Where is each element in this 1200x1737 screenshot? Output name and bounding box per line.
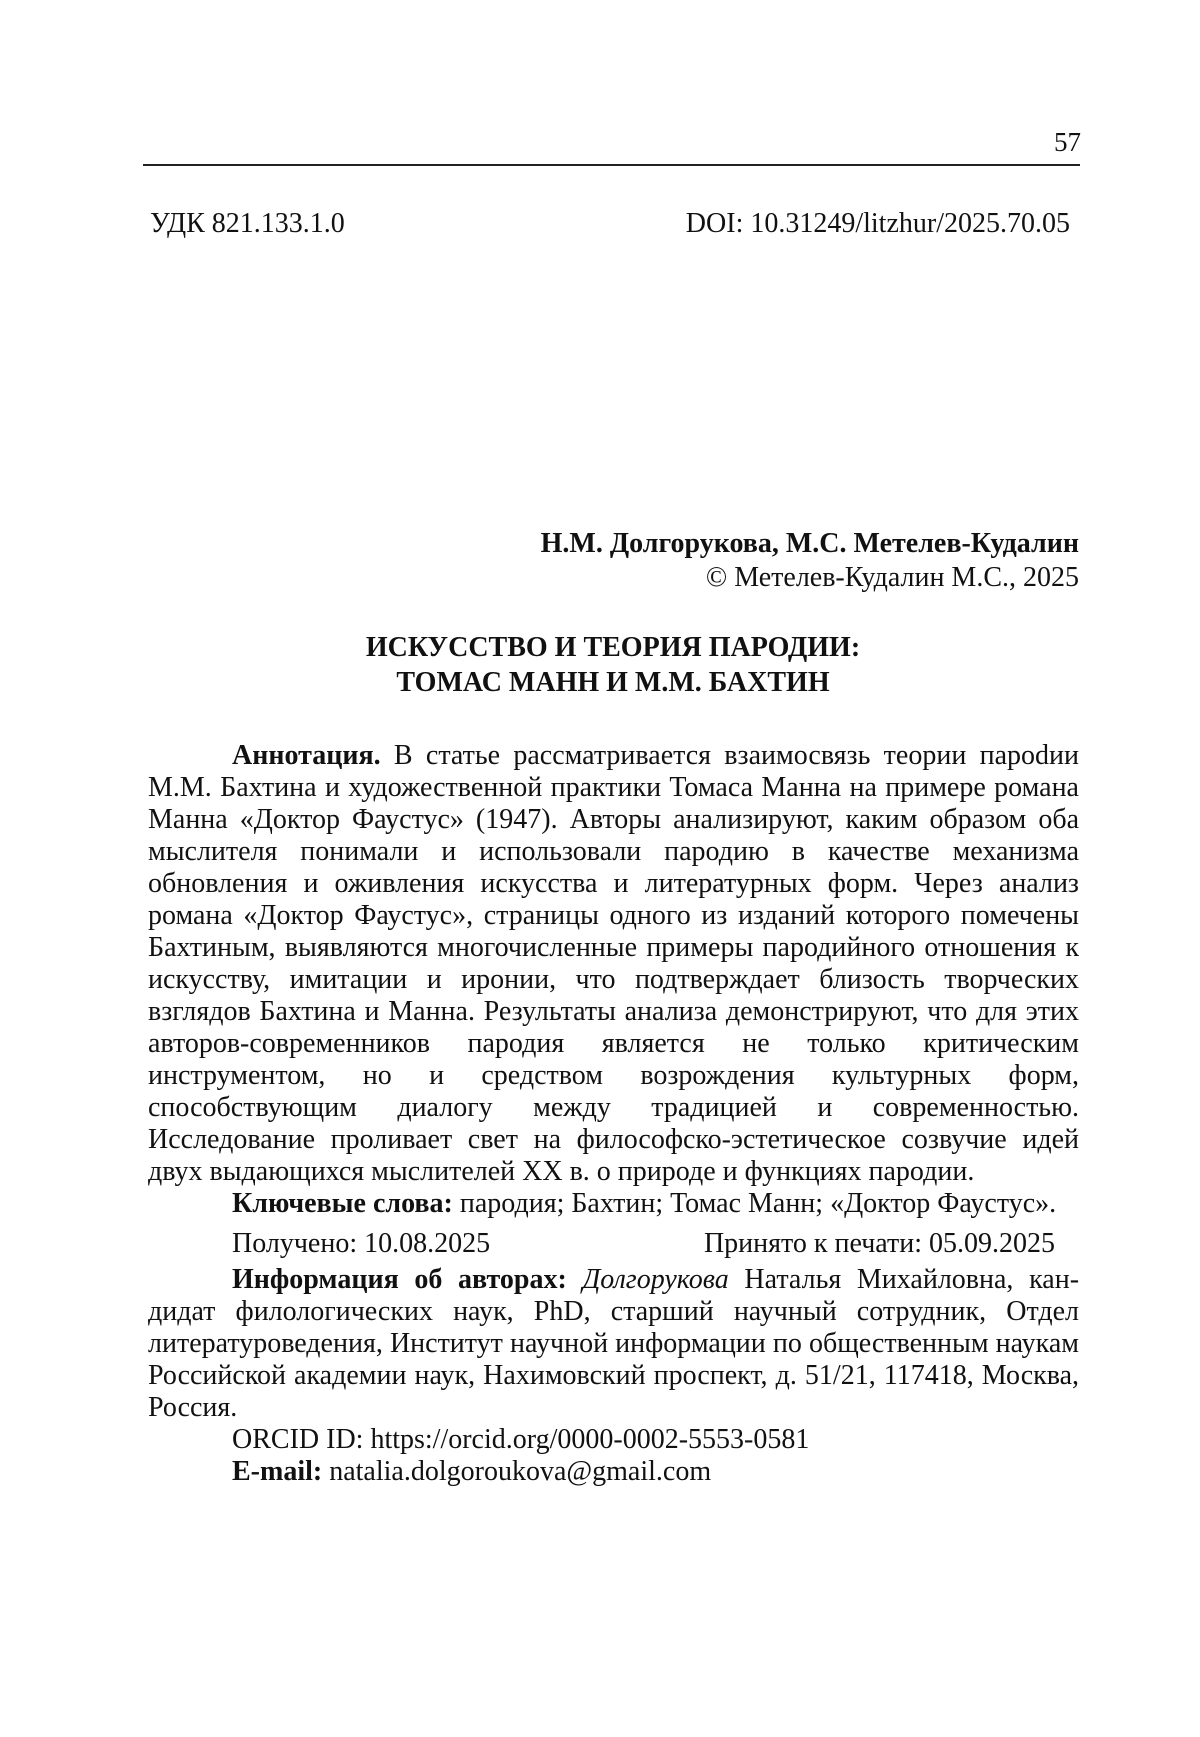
author-names: Н.М. Долгорукова, М.С. Метелев-Кудалин: [540, 528, 1079, 559]
page-number: 57: [1054, 127, 1081, 157]
author-info-text: Наталья Михайловна, кандидат филологических наук, PhD, старший научный сотрудник, Отдел литературоведения, Институт научной информации по общественным наукам Российской академии наук, Нахимовский проспект, д. 51/21, 117418, Москва, Россия.: [148, 1264, 1080, 1423]
author-info-label: Информация об авторах:: [232, 1264, 567, 1295]
keywords: [148, 1188, 1079, 1220]
header-rule: [143, 164, 1080, 166]
title-line-1: ИСКУССТВО И ТЕОРИЯ ПАРОДИИ:: [365, 632, 861, 663]
udc-code: УДК 821.133.1.0: [150, 208, 345, 239]
copyright-line: © Метелев-Кудалин М.С., 2025: [705, 562, 1079, 593]
abstract-text: В статье рассматривается взаимосвязь теории пароdии М.М. Бахтина и художественной практики Томаса Манна на примере романа Манна «Доктор Фаустус» (1947). Авторы анализируют, каким образом оба мыслителя понимали и использовали пародию в качестве механизма обновления и оживления искусства и литературных форм. Через анализ романа «Доктор Фаустус», страницы одного из изданий которого помечены Бахтиным, выявляются многочисленные примеры пародийного отношения к искусству, имитации и иронии, что подтверждает близость творческих взглядов Бахтина и Манна. Результаты анализа демонстрируют, что для этих авторов-современников пародия является не только критическим инструментом, но и средством возрождения культурных форм, способствующим диалогу между традицией и современностью. Исследование проливает свет на философско-эстетическое созвучие идей двух выдающихся мыслителей ХХ в. о природе и функциях пародии.: [148, 740, 1079, 1187]
orcid: ORCID ID: https://orcid.org/0000-0002-5553-0581: [232, 1424, 810, 1455]
keywords-text: пародия; Бахтин; Томас Манн; «Доктор Фаустус».: [452, 1188, 1057, 1219]
dates: [148, 1228, 1079, 1260]
keywords-label: Ключевые слова:: [232, 1188, 453, 1219]
byline: [541, 527, 1079, 595]
accepted-date: Принято к печати: 05.09.2025: [703, 1228, 1055, 1259]
abstract-label: Аннотация.: [232, 740, 381, 771]
email-address: natalia.dolgoroukova@gmail.com: [322, 1456, 712, 1487]
doi: DOI: 10.31249/litzhur/2025.70.05: [685, 208, 1070, 239]
email-line: [148, 1456, 1079, 1488]
abstract: [148, 740, 1079, 1188]
title-line-2: ТОМАС МАНН И М.М. БАХТИН: [396, 667, 830, 698]
author-info: [148, 1264, 1079, 1424]
article-front-matter: [148, 740, 1079, 1488]
email-label: E-mail:: [232, 1456, 323, 1487]
article-title: [143, 630, 1083, 700]
author-surname: Долгорукова: [582, 1264, 729, 1295]
received-date: Получено: 10.08.2025: [232, 1228, 491, 1259]
